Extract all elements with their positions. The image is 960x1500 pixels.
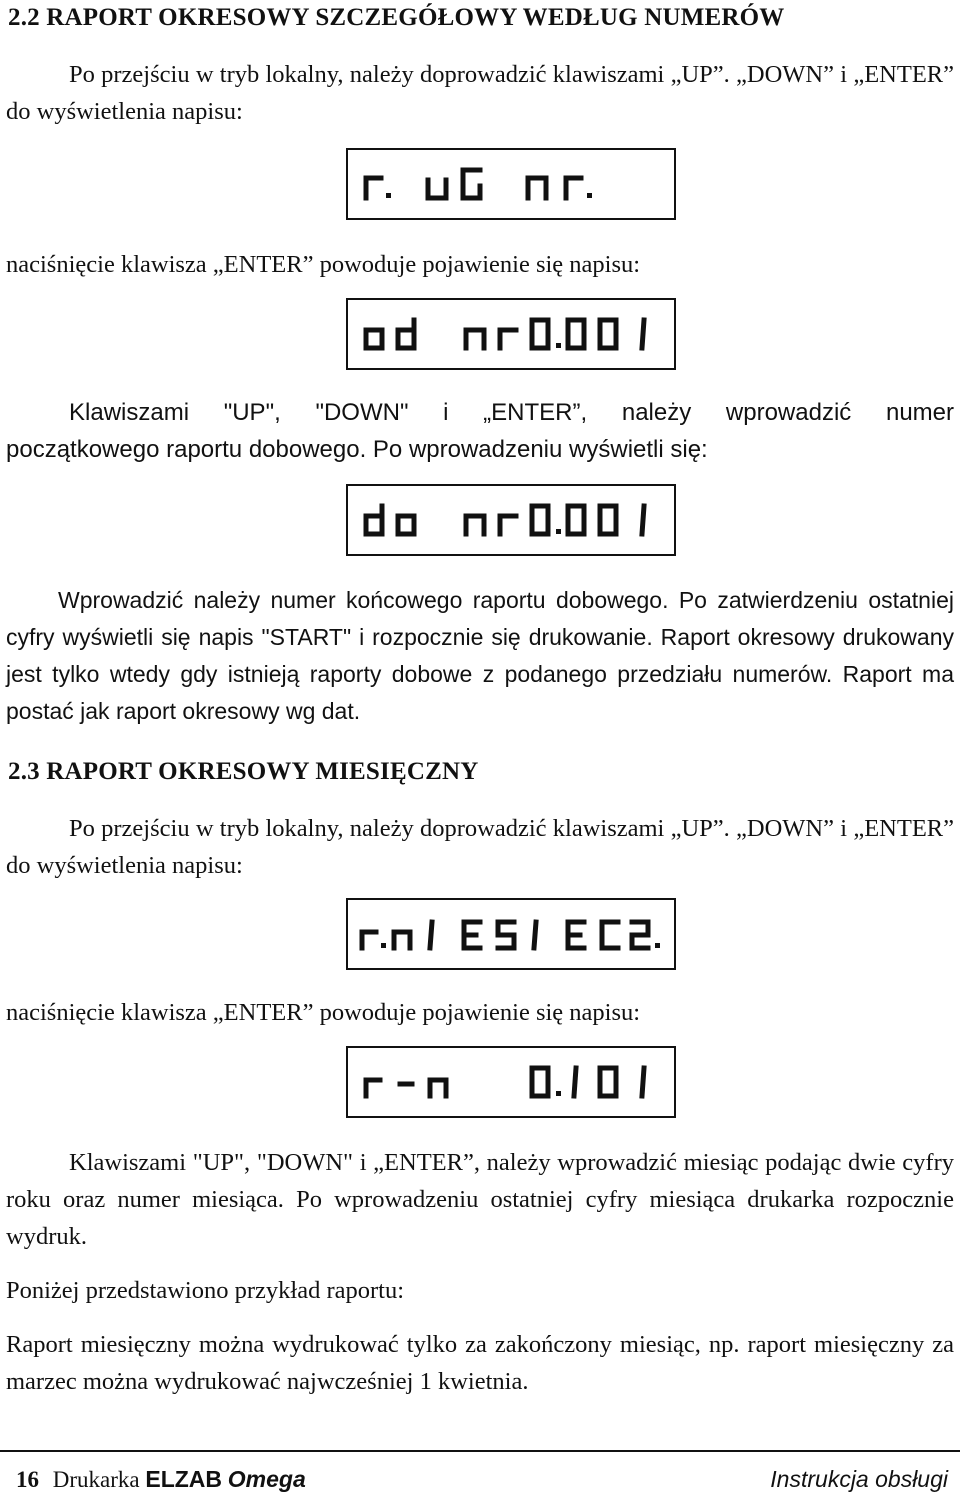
lcd-display-do-nr [346, 484, 676, 556]
lcd-glyphs [348, 1048, 674, 1116]
section-heading-2-2: 2.2 RAPORT OKRESOWY SZCZEGÓŁOWY WEDŁUG NUMERÓW [8, 4, 785, 31]
footer-model: Omega [227, 1466, 306, 1492]
keys-text-2-2 [6, 394, 954, 468]
after-enter-text-2 [6, 994, 954, 1031]
keys-text-2-3 [6, 1144, 954, 1255]
page-number: 16 [16, 1467, 39, 1492]
lcd-display-od-nr [346, 298, 676, 370]
lcd-display-r-ug-nr [346, 148, 676, 220]
footer-left [16, 1466, 306, 1493]
footer-divider [0, 1450, 960, 1452]
monthly-note [6, 1326, 954, 1400]
lcd-display-r-n-0101 [346, 1046, 676, 1118]
keys-line-1: Klawiszami "UP", "DOWN" i „ENTER”, należy wprowadzić numer [69, 399, 954, 426]
example-intro-line: Poniżej przedstawiono przykład raportu: [6, 1277, 405, 1304]
footer-product-prefix: Drukarka [52, 1467, 140, 1492]
final-text-2-2 [6, 582, 954, 730]
keys-line-2: początkowego raportu dobowego. Po wprowadzeniu wyświetli się: [6, 436, 708, 463]
example-intro [6, 1272, 954, 1309]
section-heading-2-3: 2.3 RAPORT OKRESOWY MIESIĘCZNY [8, 758, 479, 785]
section-2-2-intro [6, 56, 954, 130]
after-enter-text-1 [6, 246, 954, 283]
intro-text: Po przejściu w tryb lokalny, należy doprowadzić klawiszami „UP”. „DOWN” i „ENTER” do wyświetlenia napisu: [6, 61, 954, 125]
section-2-3-intro [6, 810, 954, 884]
footer-brand: ELZAB [145, 1466, 223, 1492]
lcd-glyphs [348, 486, 674, 554]
lcd-glyphs [348, 150, 674, 218]
note-paragraph: Raport miesięczny można wydrukować tylko za zakończony miesiąc, np. raport miesięczny za marzec można wydrukować najwcześniej 1 kwietnia. [6, 1331, 954, 1395]
footer-manual-title: Instrukcja obsługi [770, 1466, 948, 1492]
final-paragraph: Wprowadzić należy numer końcowego raportu dobowego. Po zatwierdzeniu ostatniej cyfry wyświetli się napis "START" i rozpocznie się drukowanie. Raport okresowy drukowany jest tylko wtedy gdy istnieją raporty dobowe z podanego przedziału numerów. Raport ma postać jak raport okresowy wg dat. [6, 587, 954, 724]
lcd-glyphs [348, 900, 674, 968]
lcd-display-r-miesiec [346, 898, 676, 970]
after-enter-line: naciśnięcie klawisza „ENTER” powoduje pojawienie się napisu: [6, 251, 641, 278]
after-enter-line: naciśnięcie klawisza „ENTER” powoduje pojawienie się napisu: [6, 999, 641, 1026]
lcd-glyphs [348, 300, 674, 368]
keys-paragraph: Klawiszami "UP", "DOWN" i „ENTER”, należy wprowadzić miesiąc podając dwie cyfry roku oraz numer miesiąca. Po wprowadzeniu ostatniej cyfry miesiąca drukarka rozpocznie wydruk. [6, 1149, 954, 1250]
intro-text: Po przejściu w tryb lokalny, należy doprowadzić klawiszami „UP”. „DOWN” i „ENTER” do wyświetlenia napisu: [6, 815, 954, 879]
